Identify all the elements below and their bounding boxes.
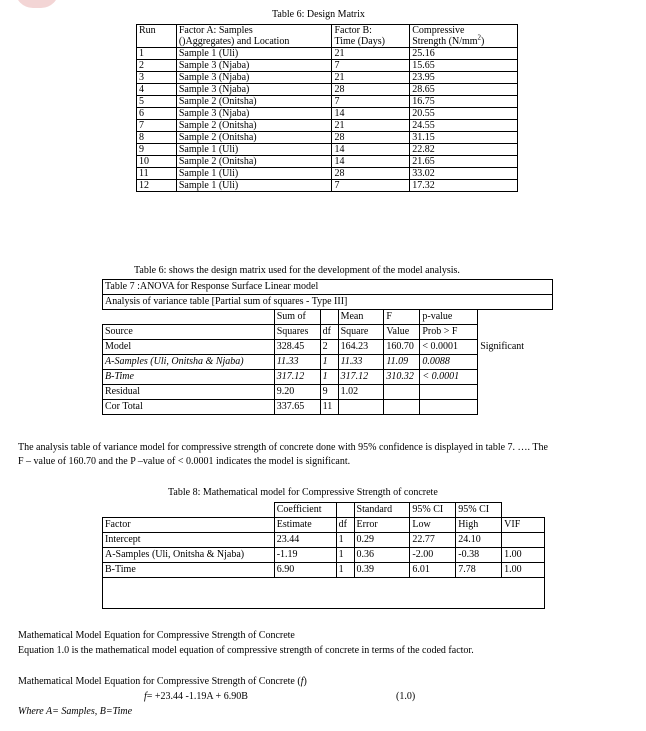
header-factor-b-sub: Time (Days) (332, 36, 410, 48)
time-cell: 28 (332, 132, 410, 144)
header-source: Source (103, 325, 275, 340)
table-header-row (137, 25, 518, 37)
coef-cell: 6.90 (274, 563, 336, 578)
coef-cell: 23.44 (274, 533, 336, 548)
table-row (103, 355, 553, 370)
table-row (137, 60, 518, 72)
ss-cell: 9.20 (274, 385, 320, 400)
p-cell: 0.0088 (420, 355, 478, 370)
df-cell: 9 (320, 385, 338, 400)
header-factor-b: Factor B: (332, 25, 410, 37)
significance-cell (478, 400, 553, 415)
table-header-row (103, 518, 545, 533)
source-cell: B-Time (103, 370, 275, 385)
table-row (137, 96, 518, 108)
table-row (103, 563, 545, 578)
run-cell: 4 (137, 84, 177, 96)
run-cell: 3 (137, 72, 177, 84)
significance-cell (478, 355, 553, 370)
time-cell: 28 (332, 84, 410, 96)
anova-subtitle-row (103, 295, 553, 310)
table-header-row (103, 325, 553, 340)
header-strength: Compressive (410, 25, 518, 37)
ss-cell: 337.65 (274, 400, 320, 415)
anova-paragraph-line2: F – value of 160.70 and the P –value of < 0.0001 indicates the model is significant. (18, 456, 351, 467)
strength-cell: 24.55 (410, 120, 518, 132)
header-low: Low (410, 518, 456, 533)
source-cell: A-Samples (Uli, Onitsha & Njaba) (103, 355, 275, 370)
ci-high-cell: -0.38 (456, 548, 502, 563)
se-cell: 0.39 (354, 563, 410, 578)
vif-cell: 1.00 (502, 548, 545, 563)
header-df: df (320, 325, 338, 340)
vif-cell (502, 533, 545, 548)
table-header-row (103, 310, 553, 325)
header-factor-a: Factor A: Samples (176, 25, 332, 37)
table-header-row (103, 503, 545, 518)
strength-cell: 20.55 (410, 108, 518, 120)
table-row (137, 132, 518, 144)
significance-cell: Significant (480, 340, 525, 352)
sample-cell: Sample 1 (Uli) (176, 144, 332, 156)
table-header-row (137, 36, 518, 48)
p-cell (420, 400, 478, 415)
table-row (103, 548, 545, 563)
sample-cell: Sample 2 (Onitsha) (176, 96, 332, 108)
ci-high-cell: 24.10 (456, 533, 502, 548)
sample-cell: Sample 2 (Onitsha) (176, 132, 332, 144)
model-coefficients-table (102, 502, 545, 609)
sample-cell: Sample 2 (Onitsha) (176, 120, 332, 132)
table-row (103, 400, 553, 415)
ss-cell: 317.12 (274, 370, 320, 385)
time-cell: 7 (332, 96, 410, 108)
anova-table (102, 279, 553, 415)
header-value: Value (384, 325, 420, 340)
anova-title-row (103, 280, 553, 295)
strength-cell: 25.16 (410, 48, 518, 60)
f-cell (384, 400, 420, 415)
strength-cell: 15.65 (410, 60, 518, 72)
strength-cell: 22.82 (410, 144, 518, 156)
f-cell: 160.70 (384, 340, 420, 355)
ci-low-cell: 6.01 (410, 563, 456, 578)
anova-paragraph-line1: The analysis table of variance model for compressive strength of concrete done with 95% confidence is displayed in table 7. …. The (18, 442, 548, 453)
header-f: F (384, 310, 420, 325)
time-cell: 14 (332, 108, 410, 120)
run-cell: 12 (137, 180, 177, 192)
header-prob: Prob > F (420, 325, 478, 340)
equation-number: (1.0) (396, 691, 416, 702)
f-cell: 11.09 (384, 355, 420, 370)
anova-subtitle: Analysis of variance table [Partial sum of squares - Type III] (103, 295, 553, 310)
header-factor: Factor (103, 518, 275, 533)
significance-cell (478, 385, 553, 400)
table-row (137, 168, 518, 180)
sample-cell: Sample 2 (Onitsha) (176, 156, 332, 168)
header-se: Standard (354, 503, 410, 518)
run-cell: 5 (137, 96, 177, 108)
time-cell: 14 (332, 156, 410, 168)
table-row (137, 72, 518, 84)
header-estimate: Estimate (274, 518, 336, 533)
header-ci-high: 95% CI (456, 503, 502, 518)
time-cell: 28 (332, 168, 410, 180)
equation: f= +23.44 -1.19A + 6.90B (144, 691, 248, 702)
empty-row (103, 578, 545, 609)
ss-cell: 11.33 (274, 355, 320, 370)
factor-cell: B-Time (103, 563, 275, 578)
df-cell: 1 (336, 533, 354, 548)
significance-cell (478, 370, 553, 385)
ms-cell: 1.02 (338, 385, 384, 400)
run-cell: 9 (137, 144, 177, 156)
df-cell: 1 (320, 355, 338, 370)
time-cell: 7 (332, 60, 410, 72)
header-factor-a-sub: ()Aggregates) and Location (176, 36, 332, 48)
se-cell: 0.36 (354, 548, 410, 563)
section-text: Equation 1.0 is the mathematical model equation of compressive strength of concrete in terms of the coded factor. (18, 645, 474, 656)
df-cell: 2 (320, 340, 338, 355)
header-high: High (456, 518, 502, 533)
header-square: Square (338, 325, 384, 340)
table-row (103, 340, 553, 355)
header-error: Error (354, 518, 410, 533)
ci-low-cell: 22.77 (410, 533, 456, 548)
df-cell: 1 (336, 548, 354, 563)
strength-cell: 17.32 (410, 180, 518, 192)
run-cell: 7 (137, 120, 177, 132)
f-cell (384, 385, 420, 400)
header-strength-sub: Strength $(N/mm^2)$ (410, 36, 518, 48)
variable-definition: Where A= Samples, B=Time (18, 706, 133, 717)
header-ms: Mean (338, 310, 384, 325)
factor-cell: Intercept (103, 533, 275, 548)
header-ss: Sum of (274, 310, 320, 325)
anova-title: Table 7 :ANOVA for Response Surface Linear model (103, 280, 553, 295)
header-squares: Squares (274, 325, 320, 340)
table-row (137, 156, 518, 168)
p-cell: < 0.0001 (420, 370, 478, 385)
time-cell: 21 (332, 120, 410, 132)
table8-caption: Table 8: Mathematical model for Compressive Strength of concrete (168, 487, 438, 498)
run-cell: 6 (137, 108, 177, 120)
table-row (103, 385, 553, 400)
ss-cell: 328.45 (274, 340, 320, 355)
section-heading: Mathematical Model Equation for Compressive Strength of Concrete (18, 630, 295, 641)
df-cell: 1 (320, 370, 338, 385)
header-coef: Coefficient (274, 503, 336, 518)
time-cell: 7 (332, 180, 410, 192)
time-cell: 21 (332, 72, 410, 84)
table-row (103, 370, 553, 385)
sample-cell: Sample 1 (Uli) (176, 168, 332, 180)
header-ci-low: 95% CI (410, 503, 456, 518)
source-cell: Model (103, 340, 275, 355)
logo-fragment (15, 0, 59, 8)
ms-cell: 317.12 (338, 370, 384, 385)
run-cell: 1 (137, 48, 177, 60)
sample-cell: Sample 3 (Njaba) (176, 108, 332, 120)
table-row (137, 180, 518, 192)
time-cell: 14 (332, 144, 410, 156)
table-row (137, 108, 518, 120)
ci-high-cell: 7.78 (456, 563, 502, 578)
run-cell: 8 (137, 132, 177, 144)
p-cell: < 0.0001 (420, 340, 478, 355)
run-cell: 10 (137, 156, 177, 168)
p-cell (420, 385, 478, 400)
design-matrix-table (136, 24, 518, 192)
header-p: p-value (420, 310, 478, 325)
table-row (137, 144, 518, 156)
strength-cell: 33.02 (410, 168, 518, 180)
df-cell: 1 (336, 563, 354, 578)
strength-cell: 23.95 (410, 72, 518, 84)
table6-note: Table 6: shows the design matrix used for the development of the model analysis. (134, 265, 460, 276)
source-cell: Cor Total (103, 400, 275, 415)
vif-cell: 1.00 (502, 563, 545, 578)
header-run: Run (137, 25, 177, 37)
strength-cell: 31.15 (410, 132, 518, 144)
table-row (103, 533, 545, 548)
time-cell: 21 (332, 48, 410, 60)
equation-heading: Mathematical Model Equation for Compressive Strength of Concrete (f) (18, 676, 307, 687)
df-cell: 11 (320, 400, 338, 415)
ci-low-cell: -2.00 (410, 548, 456, 563)
strength-cell: 16.75 (410, 96, 518, 108)
ms-cell (338, 400, 384, 415)
f-cell: 310.32 (384, 370, 420, 385)
sample-cell: Sample 3 (Njaba) (176, 72, 332, 84)
table6-caption: Table 6: Design Matrix (272, 9, 365, 20)
sample-cell: Sample 3 (Njaba) (176, 84, 332, 96)
sample-cell: Sample 1 (Uli) (176, 48, 332, 60)
strength-cell: 28.65 (410, 84, 518, 96)
table-row (137, 120, 518, 132)
ms-cell: 11.33 (338, 355, 384, 370)
factor-cell: A-Samples (Uli, Onitsha & Njaba) (103, 548, 275, 563)
table-row (137, 84, 518, 96)
coef-cell: -1.19 (274, 548, 336, 563)
strength-cell: 21.65 (410, 156, 518, 168)
header-vif: VIF (502, 518, 545, 533)
table-row (137, 48, 518, 60)
sample-cell: Sample 1 (Uli) (176, 180, 332, 192)
source-cell: Residual (103, 385, 275, 400)
ms-cell: 164.23 (338, 340, 384, 355)
run-cell: 11 (137, 168, 177, 180)
header-df: df (336, 518, 354, 533)
run-cell: 2 (137, 60, 177, 72)
sample-cell: Sample 3 (Njaba) (176, 60, 332, 72)
se-cell: 0.29 (354, 533, 410, 548)
